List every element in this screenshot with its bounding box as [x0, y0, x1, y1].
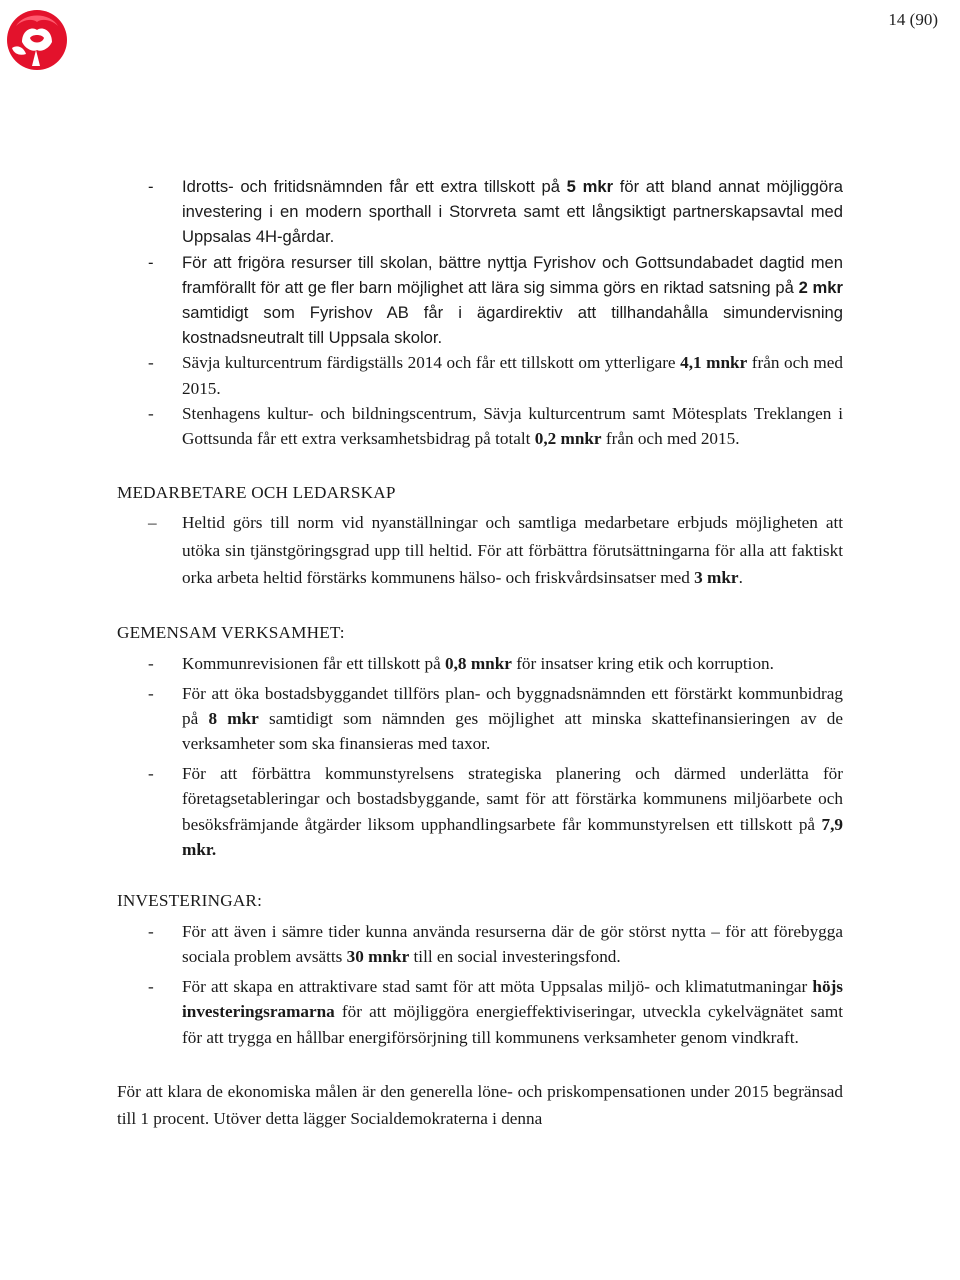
gemensam-section [117, 620, 843, 862]
list-marker: - [148, 764, 154, 784]
intro-section [117, 174, 843, 350]
intro-section-continued [117, 350, 843, 451]
closing-paragraph: För att klara de ekonomiska målen är den generella löne- och priskompensationen under 2015 begränsad till 1 procent. Utöver detta lägger Socialdemokraterna i denna [117, 1081, 843, 1128]
list-marker: - [148, 403, 154, 423]
section-heading: MEDARBETARE OCH LEDARSKAP [117, 483, 396, 503]
rose-logo-icon [2, 4, 72, 74]
list-item: - För att förbättra kommunstyrelsens strategiska planering och därmed underlätta för företagsetableringar och bostadsbyggande, samt för att förstärka kommunens miljöarbete och besöksfrämjande åtgärder liksom upphandlingsarbete får kommunstyrelsen ett tillskott på 7,9 mkr. [117, 761, 843, 862]
intro-list-continued [117, 350, 843, 451]
list-item: - För att även i sämre tider kunna använda resurserna där de gör störst nytta – för att förebygga sociala problem avsätts 30 mnkr till en social investeringsfond. [117, 919, 843, 969]
medarbetare-section [117, 480, 843, 592]
medarbetare-list [117, 509, 843, 592]
list-marker: - [148, 177, 154, 196]
list-item: - Stenhagens kultur- och bildningscentrum, Sävja kulturcentrum samt Mötesplats Treklangen i Gottsunda får ett extra verksamhetsbidrag på totalt 0,2 mnkr från och med 2015. [117, 401, 843, 451]
list-marker: - [148, 252, 154, 272]
list-item: - Sävja kulturcentrum färdigställs 2014 och får ett tillskott om ytterligare 4,1 mnkr från och med 2015. [117, 350, 843, 400]
investeringar-section [117, 888, 843, 1050]
list-item: - Kommunrevisionen får ett tillskott på 0,8 mnkr för insatser kring etik och korruption. [117, 651, 843, 676]
section-heading: INVESTERINGAR: [117, 890, 263, 910]
section-heading: GEMENSAM VERKSAMHET: [117, 622, 345, 642]
list-marker: - [148, 921, 154, 941]
list-item: - Idrotts- och fritidsnämnden får ett extra tillskott på 5 mkr för att bland annat möjliggöra investering i en modern sporthall i Storvreta samt ett långsiktigt partnerskapsavtal med Uppsalas 4H-gårdar. [117, 174, 843, 250]
list-item: - För att frigöra resurser till skolan, bättre nyttja Fyrishov och Gottsundabadet dagtid men framförallt för att ge fler barn möjlighet att lära sig simma görs en riktad satsning på 2 mkr samtidigt som Fyrishov AB får i ägardirektiv att tillhandahålla simundervisning kostnadsneutralt till Uppsala skolor. [117, 250, 843, 351]
gemensam-list [117, 651, 843, 862]
list-marker: - [148, 353, 154, 373]
list-item: - För att skapa en attraktivare stad samt för att möta Uppsalas miljö- och klimatutmaningar höjs investeringsramarna för att möjliggöra energieffektiviseringar, utveckla cykelvägnätet samt för att trygga en hållbar energiförsörjning till kommunens verksamheter genom vindkraft. [117, 974, 843, 1050]
list-marker: - [148, 683, 154, 703]
list-marker: - [148, 977, 154, 997]
document-body [117, 174, 843, 1132]
list-item: - För att öka bostadsbyggandet tillförs plan- och byggnadsnämnden ett förstärkt kommunbidrag på 8 mkr samtidigt som nämnden ges möjlighet att minska skattefinansieringen av de verksamheter som ska finansieras med taxor. [117, 681, 843, 757]
list-marker: - [148, 653, 154, 673]
page-number: 14 (90) [888, 10, 938, 29]
intro-list [117, 174, 843, 350]
investeringar-list [117, 919, 843, 1050]
list-marker: – [148, 513, 157, 533]
list-item: – Heltid görs till norm vid nyanställningar och samtliga medarbetare erbjuds möjligheten att utöka sin tjänstgöringsgrad upp till heltid. För att förbättra förutsättningarna för alla att faktiskt orka arbeta heltid förstärks kommunens hälso- och friskvårdsinsatser med 3 mkr. [117, 509, 843, 592]
